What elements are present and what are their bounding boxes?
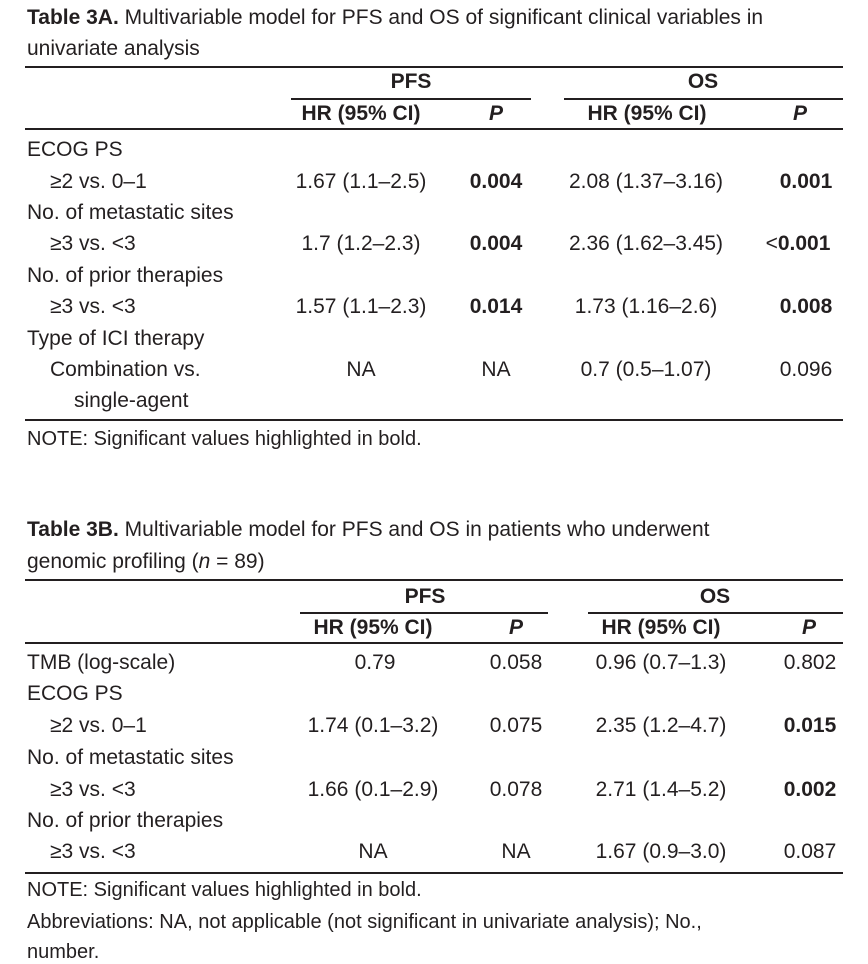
table-3a-os-hr: 0.7 (0.5–1.07) xyxy=(580,358,712,381)
table-3a-os-hr-header: HR (95% CI) xyxy=(587,102,707,125)
table-3a-group-os: OS xyxy=(687,70,719,93)
table-3b-os-p: 0.802 xyxy=(783,651,837,674)
table-3a-os-hr: 1.73 (1.16–2.6) xyxy=(574,295,718,318)
table-3a-row-label: Combination vs. xyxy=(50,358,201,381)
table-3b-pfs-hr-header: HR (95% CI) xyxy=(313,616,433,639)
table-3b-pfs-hr: NA xyxy=(358,840,388,863)
caption-n: n xyxy=(198,550,211,573)
table-3a-pfs-underline xyxy=(291,98,531,100)
table-3a-pfs-hr: 1.57 (1.1–2.3) xyxy=(295,295,427,318)
table-3a-pfs-hr: 1.67 (1.1–2.5) xyxy=(295,170,427,193)
table-3a-group-pfs: PFS xyxy=(390,70,432,93)
table-3b-row-label: ≥3 vs. <3 xyxy=(50,840,136,863)
less-than-sign: < xyxy=(765,232,778,255)
table-3a-pfs-hr-header: HR (95% CI) xyxy=(301,102,421,125)
table-3a-bottom-rule xyxy=(25,419,843,421)
table-3b-os-hr: 0.96 (0.7–1.3) xyxy=(595,651,727,674)
table-3b-os-hr-header: HR (95% CI) xyxy=(601,616,721,639)
table-3b-pfs-underline xyxy=(300,612,548,614)
table-3b-row-label: TMB (log-scale) xyxy=(27,651,176,674)
table-3b-header-rule xyxy=(25,642,843,644)
table-3b-pfs-hr: 0.79 xyxy=(354,651,396,674)
table-3a-os-hr: 2.36 (1.62–3.45) xyxy=(568,232,724,255)
table-3b-row-label: ≥2 vs. 0–1 xyxy=(50,714,147,737)
table-3a-note: NOTE: Significant values highlighted in bold. xyxy=(27,428,422,450)
table-3a-header-rule xyxy=(25,128,843,130)
table-3a-row-label: No. of prior therapies xyxy=(27,264,224,287)
table-3b-os-hr: 1.67 (0.9–3.0) xyxy=(595,840,727,863)
table-3b-caption-line-2 xyxy=(27,546,265,577)
table-3a-os-p: 0.096 xyxy=(779,358,833,381)
table-3a-os-p: 0.001 xyxy=(779,170,833,193)
table-3a-os-p-value: 0.001 xyxy=(777,232,831,255)
table-3b-row-label: ECOG PS xyxy=(27,682,123,705)
table-3a-pfs-hr: NA xyxy=(346,358,376,381)
table-3b-os-p: 0.015 xyxy=(783,714,837,737)
table-3b-os-hr: 2.71 (1.4–5.2) xyxy=(595,778,727,801)
table-3b-caption-text: Multivariable model for PFS and OS in patients who underwent xyxy=(124,518,710,541)
table-3a-os-hr: 2.08 (1.37–3.16) xyxy=(568,170,724,193)
table-3a-row-label: Type of ICI therapy xyxy=(27,327,205,350)
caption-text: = 89) xyxy=(210,550,265,573)
table-3b-os-p: 0.087 xyxy=(783,840,837,863)
table-3b-row-label: No. of metastatic sites xyxy=(27,746,234,769)
table-3a-pfs-p: 0.014 xyxy=(469,295,523,318)
table-3b-os-underline xyxy=(588,612,843,614)
table-3a-row-label: single-agent xyxy=(74,389,189,412)
table-3a-pfs-hr: 1.7 (1.2–2.3) xyxy=(301,232,421,255)
table-3b-os-p: 0.002 xyxy=(783,778,837,801)
table-3b-caption-label: Table 3B. xyxy=(27,518,119,541)
caption-text: genomic profiling ( xyxy=(27,550,199,573)
table-3b-row-label: ≥3 vs. <3 xyxy=(50,778,136,801)
table-3b-note: NOTE: Significant values highlighted in bold. xyxy=(27,879,422,901)
table-3b-caption-line-1 xyxy=(27,514,709,545)
table-3a-row-label: ≥3 vs. <3 xyxy=(50,295,136,318)
table-3b-os-p-header: P xyxy=(801,616,817,639)
table-3a-os-underline xyxy=(564,98,843,100)
table-3a-caption-line-1 xyxy=(27,2,763,33)
table-3a-pfs-p-header: P xyxy=(488,102,504,125)
table-3b-pfs-p-header: P xyxy=(508,616,524,639)
table-3b-pfs-hr: 1.74 (0.1–3.2) xyxy=(307,714,439,737)
table-3a-os-p: 0.008 xyxy=(779,295,833,318)
table-3a-os-p xyxy=(766,232,831,256)
table-3b-pfs-hr: 1.66 (0.1–2.9) xyxy=(307,778,439,801)
table-3b-bottom-rule xyxy=(25,872,843,874)
table-3a-pfs-p: 0.004 xyxy=(469,232,523,255)
table-3b-row-label: No. of prior therapies xyxy=(27,809,224,832)
table-3b-os-hr: 2.35 (1.2–4.7) xyxy=(595,714,727,737)
table-3a-row-label: ≥3 vs. <3 xyxy=(50,232,136,255)
table-3b-abbreviations-cont: number. xyxy=(27,941,100,963)
table-3a-caption-text: Multivariable model for PFS and OS of significant clinical variables in xyxy=(124,6,764,29)
table-3b-pfs-p: NA xyxy=(501,840,531,863)
table-3b-group-os: OS xyxy=(699,585,731,608)
table-3a-row-label: ECOG PS xyxy=(27,138,123,161)
table-3b-group-pfs: PFS xyxy=(404,585,446,608)
table-3a-caption-label: Table 3A. xyxy=(27,6,119,29)
table-3a-row-label: No. of metastatic sites xyxy=(27,201,234,224)
table-3a-caption-line-2: univariate analysis xyxy=(27,37,200,60)
table-3b-pfs-p: 0.078 xyxy=(489,778,543,801)
table-3a-top-rule xyxy=(25,66,843,68)
table-3b-pfs-p: 0.075 xyxy=(489,714,543,737)
table-3a-row-label: ≥2 vs. 0–1 xyxy=(50,170,147,193)
table-3b-top-rule xyxy=(25,579,843,581)
table-3a-os-p-header: P xyxy=(792,102,808,125)
table-3b-abbreviations: Abbreviations: NA, not applicable (not significant in univariate analysis); No., xyxy=(27,911,702,933)
table-3a-pfs-p: NA xyxy=(481,358,511,381)
table-3a-pfs-p: 0.004 xyxy=(469,170,523,193)
table-3b-pfs-p: 0.058 xyxy=(489,651,543,674)
